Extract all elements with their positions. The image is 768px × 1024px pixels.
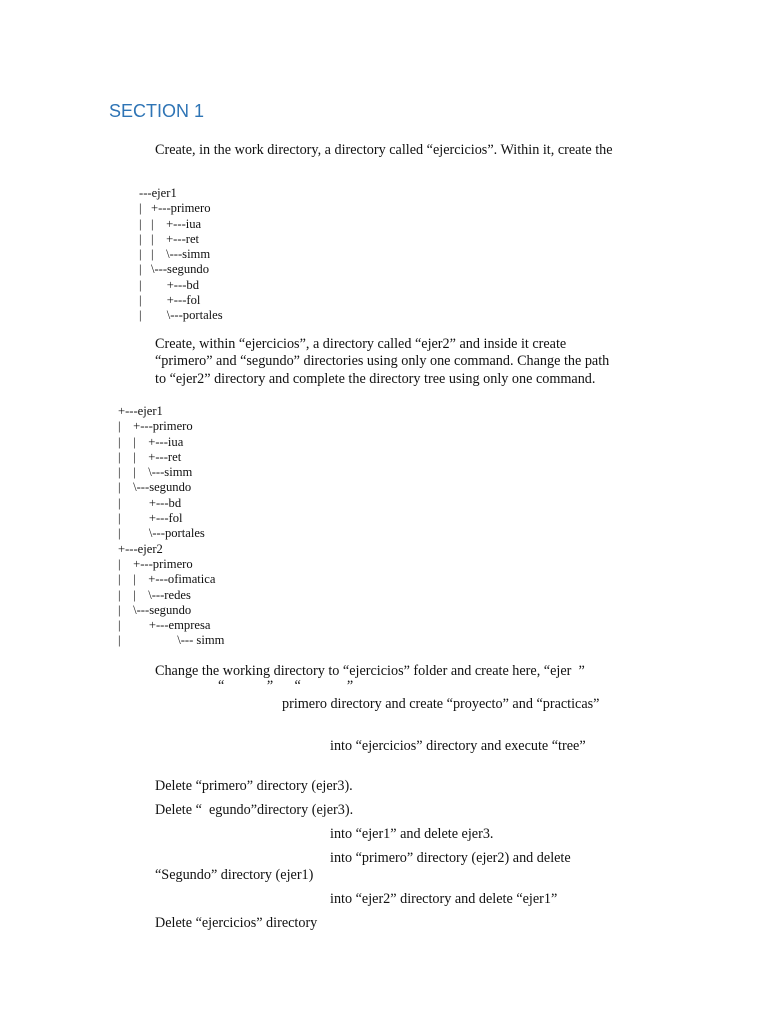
tree-line: +---ejer2: [118, 541, 163, 556]
paragraph-line: to “ejer2” directory and complete the directory tree using only one command.: [155, 370, 596, 387]
step-text: into “primero” directory (ejer2) and delete: [330, 850, 571, 866]
step-text: into “ejercicios” directory and execute “tree”: [330, 738, 586, 754]
paragraph-line: Create, within “ejercicios”, a directory called “ejer2” and inside it create: [155, 336, 567, 352]
tree-line: | | +---ofimatica: [118, 572, 216, 587]
step-text: Delete “ egundo”directory (ejer3).: [155, 802, 354, 818]
paragraph-line: “primero” and “segundo” directories using only one command. Change the path: [155, 353, 610, 370]
tree-line: | | +---ret: [118, 449, 182, 464]
step-text: “ ” “ ”: [218, 678, 354, 694]
tree-line: | | \---simm: [139, 247, 211, 262]
tree-line: | +---bd: [118, 495, 182, 510]
step-text: into “ejer2” directory and delete “ejer1”: [330, 891, 558, 907]
directory-tree-full: [118, 404, 224, 649]
step-text: Delete “primero” directory (ejer3).: [155, 778, 353, 794]
tree-line: | | \---simm: [118, 465, 193, 480]
tree-line: | | \---redes: [118, 587, 191, 602]
section-heading: SECTION 1: [109, 101, 205, 121]
tree-line: | \--- simm: [118, 633, 225, 648]
tree-line: | \---segundo: [139, 262, 210, 277]
instruction-paragraph: [155, 336, 685, 388]
step-text: Change the working directory to “ejercicios” folder and create here, “ejer ”: [155, 663, 585, 679]
tree-line: | | +---iua: [139, 216, 202, 231]
tree-line: | \---segundo: [118, 602, 192, 617]
tree-line: | +---fol: [139, 293, 201, 308]
step-text: into “ejer1” and delete ejer3.: [330, 826, 494, 842]
tree-line: ---ejer1: [139, 186, 177, 200]
tree-line: | \---portales: [118, 526, 205, 541]
intro-paragraph: Create, in the work directory, a directory called “ejercicios”. Within it, create the: [155, 142, 613, 158]
tree-line: | +---fol: [118, 511, 183, 526]
tree-line: | +---empresa: [118, 618, 211, 633]
directory-tree-ejer1: [139, 186, 223, 324]
tree-line: | | +---ret: [139, 231, 200, 246]
tree-line: +---ejer1: [118, 404, 163, 418]
tree-line: | +---bd: [139, 277, 199, 292]
tree-line: | +---primero: [118, 556, 193, 571]
tree-line: | | +---iua: [118, 434, 184, 449]
tree-line: | +---primero: [118, 419, 193, 434]
step-text: “Segundo” directory (ejer1): [155, 867, 314, 883]
tree-line: | +---primero: [139, 201, 211, 216]
step-text: Delete “ejercicios” directory: [155, 915, 318, 931]
step-text: primero directory and create “proyecto” and “practicas”: [282, 696, 600, 712]
tree-line: | \---segundo: [118, 480, 192, 495]
tree-line: | \---portales: [139, 308, 223, 323]
